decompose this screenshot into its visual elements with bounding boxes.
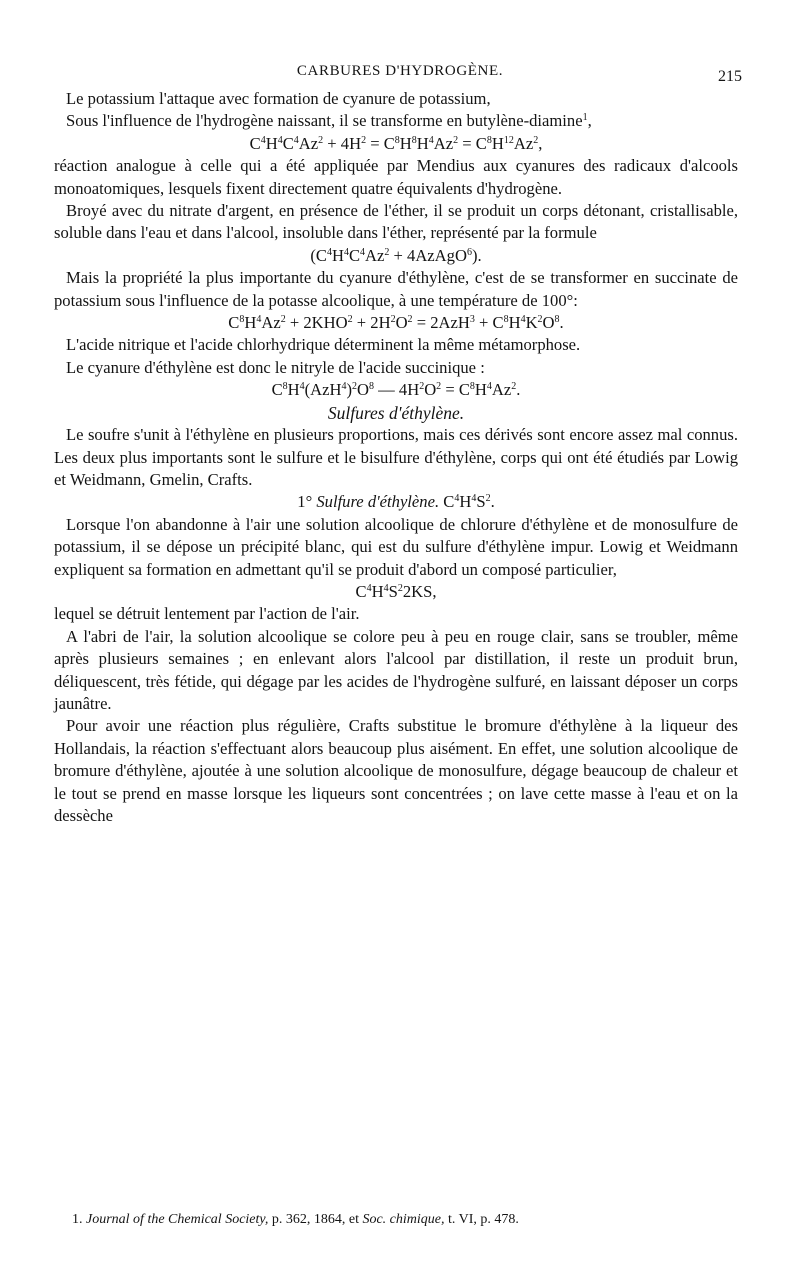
paragraph: A l'abri de l'air, la solution alcoolique se colore peu à peu en rouge clair, sans se troubler, même après plusieurs semaines ; en enlevant alors l'alcool par distillation, il reste un produit brun, déliquescent, très fétide, qui dégage par les acides de l'hydrogène sulfuré, en laissant déposer un corps jaunâtre.	[54, 626, 738, 713]
page-number: 215	[718, 68, 742, 85]
paragraph: lequel se détruit lentement par l'action de l'air.	[54, 604, 360, 624]
section-title: Sulfures d'éthylène.	[327, 402, 465, 423]
paragraph: Broyé avec du nitrate d'argent, en présence de l'éther, il se produit un corps détonant, cristallisable, soluble dans l'eau et dans l'alcool, insoluble dans l'éther, représenté par la formule	[54, 201, 738, 243]
formula: ($C^4H^4C^4Az^2$ + 4AzAgO$^6$).	[310, 245, 482, 265]
page-body	[54, 88, 738, 827]
paragraph: Le potassium l'attaque avec formation de cyanure de potassium,	[66, 89, 491, 108]
paragraph: Le cyanure d'éthylène est donc le nitryle de l'acide succinique :	[66, 357, 485, 377]
footnote-marker: 1	[582, 112, 588, 124]
running-header: CARBURES D'HYDROGÈNE.	[296, 63, 504, 79]
paragraph: Pour avoir une réaction plus régulière, Crafts substitue le bromure d'éthylène à la liqueur des Hollandais, la réaction s'effectuant alors beaucoup plus aisément. En effet, une solution alcoolique de bromure d'éthylène, ajoutée à une solution alcoolique de monosulfure, dégage beaucoup de chaleur et le tout se prend en masse lorsque les liqueurs sont concentrées ; on lave cette masse à l'eau et on la dessèche	[54, 716, 738, 825]
formula: $C^8H^4Az^2 + 2KHO^2 + 2H^2O^2 = 2AzH^3 + C^8H^4K^2O^8$.	[228, 313, 564, 333]
paragraph: Sous l'influence de l'hydrogène naissant, il se transforme en butylène-diamine$^1$,	[66, 111, 592, 131]
formula: $C^4H^4S^22KS$,	[355, 581, 437, 601]
formula: $C^8H^4(AzH^4)^2O^8$ — $4H^2O^2 = C^8H^4Az^2$.	[271, 380, 521, 400]
paragraph: Lorsque l'on abandonne à l'air une solution alcoolique de chlorure d'éthylène et de monosulfure de potassium, il se dépose un précipité blanc, qui est du sulfure d'éthylène impur. Lowig et Weidmann expliquent sa formation en admettant qu'il se produit d'abord un composé particulier,	[54, 514, 738, 579]
footnote: 1. Journal of the Chemical Society, p. 362, 1864, et Soc. chimique, t. VI, p. 478.	[72, 1212, 519, 1227]
subsection-title: 1° Sulfure d'éthylène. $C^4H^4S^2$.	[297, 492, 495, 512]
paragraph: Le soufre s'unit à l'éthylène en plusieurs proportions, mais ces dérivés sont encore assez mal connus. Les deux plus importants sont le sulfure et le bisulfure d'éthylène, corps qui ont été étudiés par Lowig et Weidmann, Gmelin, Crafts.	[54, 425, 738, 489]
paragraph: Mais la propriété la plus importante du cyanure d'éthylène, c'est de se transformer en succinate de potassium sous l'influence de la potasse alcoolique, à une température de 100°:	[54, 268, 738, 310]
paragraph: L'acide nitrique et l'acide chlorhydrique déterminent la même métamorphose.	[66, 335, 581, 355]
paragraph: réaction analogue à celle qui a été appliquée par Mendius aux cyanures des radicaux d'alcools monoatomiques, lesquels fixent directement quatre équivalents d'hydrogène.	[54, 156, 738, 198]
formula: $C^4H^4C^4Az^2 + 4H^2 = C^8H^8H^4Az^2 = C^8H^{12}Az^2$,	[249, 133, 543, 153]
